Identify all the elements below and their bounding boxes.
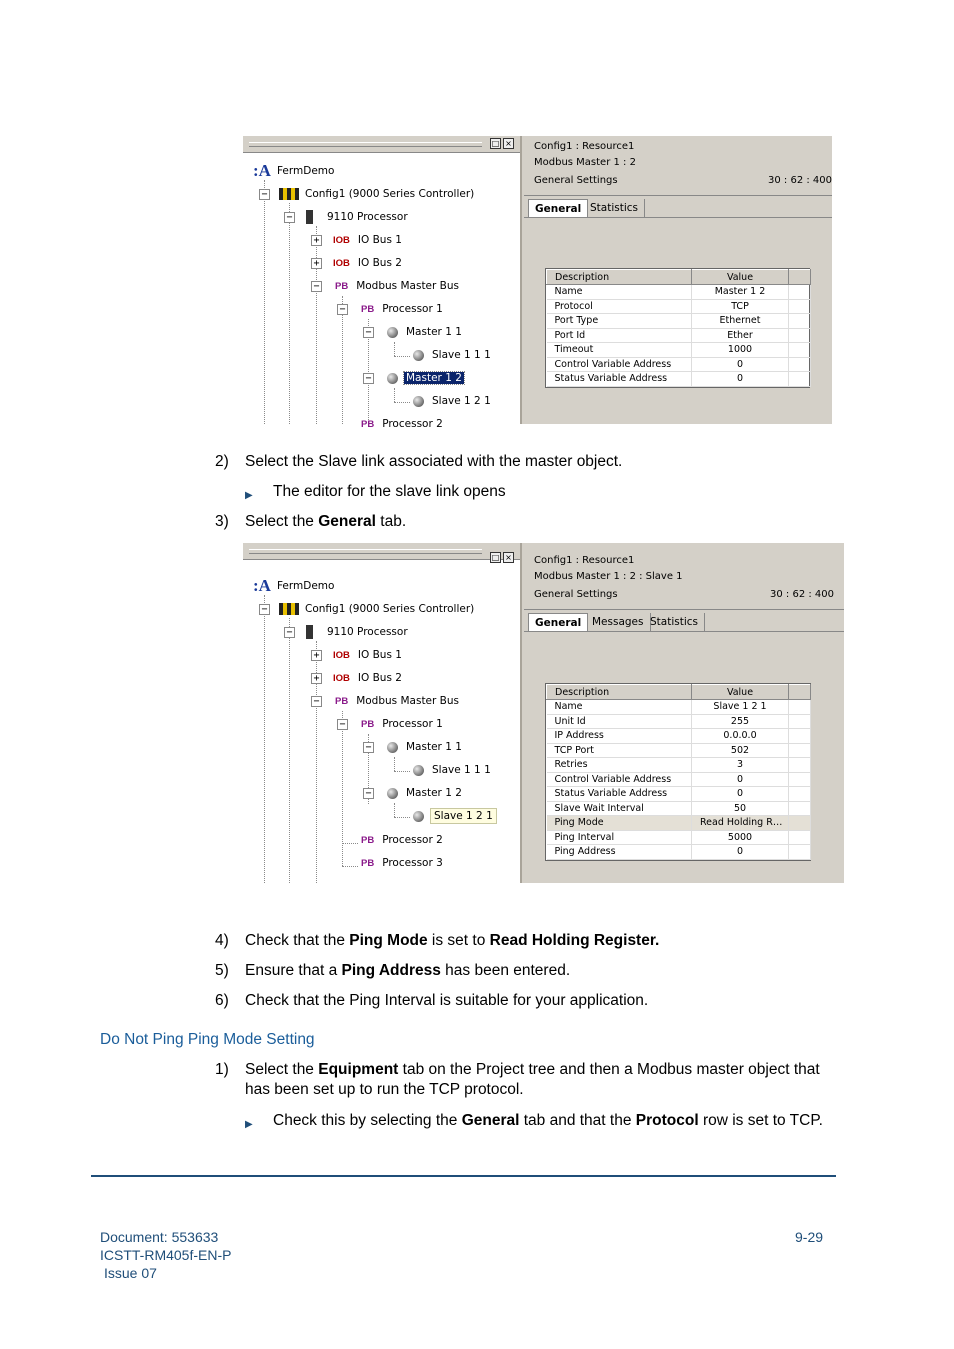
footer-rule	[91, 1175, 836, 1177]
header-code: 30 : 62 : 400	[768, 175, 832, 186]
pb-icon: PB	[361, 419, 375, 430]
tree-item-master-1-2[interactable]: Master 1 2	[387, 369, 464, 387]
slave-node-icon	[413, 765, 424, 776]
expand-icon[interactable]: +	[311, 258, 322, 269]
col-value[interactable]: Value	[692, 685, 789, 700]
processor-icon	[306, 625, 313, 639]
restore-icon[interactable]: □	[491, 553, 500, 562]
collapse-icon[interactable]: −	[363, 742, 374, 753]
document-number: Document: 553633	[100, 1229, 219, 1245]
slave-node-icon	[413, 811, 424, 822]
tree-item-modbus-master-bus[interactable]: PB Modbus Master Bus	[335, 280, 460, 292]
master-node-icon	[387, 742, 398, 753]
table-row[interactable]: Unit Id 255	[547, 714, 811, 729]
tree-item-processor-1[interactable]: PB Processor 1	[361, 718, 443, 730]
project-tree	[243, 136, 522, 430]
step-text: Select the Equipment tab on the Project tree and then a Modbus master object that has been set up to run the TCP protocol.	[245, 1061, 820, 1098]
collapse-icon[interactable]: −	[363, 788, 374, 799]
tree-item-slave-1-1-1[interactable]: Slave 1 1 1	[413, 346, 493, 364]
col-description[interactable]: Description	[547, 270, 692, 285]
slave-node-icon	[413, 396, 424, 407]
table-row[interactable]: Protocol TCP	[547, 299, 811, 314]
header-line-1: Config1 : Resource1	[534, 555, 635, 566]
tree-toolbar	[243, 543, 520, 560]
step-number: 4)	[215, 932, 229, 949]
col-value[interactable]: Value	[692, 270, 789, 285]
pb-icon: PB	[361, 719, 375, 730]
tree-item-processor-1[interactable]: PB Processor 1	[361, 303, 443, 315]
settings-grid	[545, 683, 811, 861]
tree-item-modbus-master-bus[interactable]: PB Modbus Master Bus	[335, 695, 460, 707]
tree-item-io-bus-1[interactable]: IOB IO Bus 1	[333, 234, 402, 246]
tab-general[interactable]: General	[528, 613, 588, 632]
iob-icon: IOB	[333, 650, 350, 661]
pb-icon: PB	[361, 304, 375, 315]
restore-icon[interactable]: □	[491, 139, 500, 148]
bullet-text: The editor for the slave link opens	[273, 483, 506, 500]
table-row-ping-mode[interactable]: Ping Mode Read Holding R…	[547, 816, 811, 831]
tree-toolbar	[243, 136, 520, 153]
table-row[interactable]: Slave Wait Interval 50	[547, 801, 811, 816]
footer-document	[100, 1228, 231, 1282]
section-subheading: Do Not Ping Ping Mode Setting	[100, 1031, 315, 1048]
tree-item-processor-2[interactable]: PB Processor 2	[361, 418, 443, 430]
table-row[interactable]: Name Slave 1 2 1	[547, 700, 811, 715]
tree-item-master-1-1[interactable]: Master 1 1	[387, 323, 464, 341]
tree-item-io-bus-1[interactable]: IOB IO Bus 1	[333, 649, 402, 661]
collapse-icon[interactable]: −	[259, 189, 270, 200]
tree-item-io-bus-2[interactable]: IOB IO Bus 2	[333, 672, 402, 684]
tree-item-master-1-2[interactable]: Master 1 2	[387, 784, 464, 802]
collapse-icon[interactable]: −	[284, 212, 295, 223]
settings-grid	[545, 268, 810, 388]
step-number: 3)	[215, 513, 229, 530]
app-logo-icon: :A	[253, 576, 271, 595]
table-row[interactable]: Timeout 1000	[547, 343, 811, 358]
step-number: 5)	[215, 962, 229, 979]
collapse-icon[interactable]: −	[363, 373, 374, 384]
iob-icon: IOB	[333, 258, 350, 269]
editor-panel	[524, 543, 844, 883]
screenshot-master-editor	[243, 136, 832, 430]
tab-statistics[interactable]: Statistics	[644, 613, 705, 632]
tree-item-processor-2[interactable]: PB Processor 2	[361, 834, 443, 846]
table-row[interactable]: Port Type Ethernet	[547, 314, 811, 329]
tree-item-slave-1-1-1[interactable]: Slave 1 1 1	[413, 761, 493, 779]
step-number: 2)	[215, 453, 229, 470]
col-description[interactable]: Description	[547, 685, 692, 700]
tree-item-io-bus-2[interactable]: IOB IO Bus 2	[333, 257, 402, 269]
header-code: 30 : 62 : 400	[770, 589, 834, 600]
table-row[interactable]: Retries 3	[547, 758, 811, 773]
step-number: 6)	[215, 992, 229, 1009]
tree-item-slave-1-2-1[interactable]: Slave 1 2 1	[413, 807, 497, 825]
table-row[interactable]: Status Variable Address 0	[547, 372, 811, 387]
close-icon[interactable]: ×	[503, 552, 514, 563]
tab-general[interactable]: General	[528, 199, 588, 218]
step-text: Check that the Ping Interval is suitable for your application.	[245, 992, 649, 1009]
screenshot-slave-editor	[243, 543, 844, 883]
header-line-3: General Settings	[534, 589, 618, 600]
table-row[interactable]: Control Variable Address 0	[547, 772, 811, 787]
pb-icon: PB	[335, 281, 349, 292]
expand-icon[interactable]: +	[311, 673, 322, 684]
bullet-arrow-icon: ▶	[245, 1119, 253, 1130]
step-text: Check that the Ping Mode is set to Read Holding Register.	[245, 932, 660, 949]
editor-panel	[524, 136, 832, 424]
app-logo-icon: :A	[253, 161, 271, 180]
table-row[interactable]: Control Variable Address 0	[547, 357, 811, 372]
pb-icon: PB	[361, 858, 375, 869]
table-row[interactable]: TCP Port 502	[547, 743, 811, 758]
collapse-icon[interactable]: −	[363, 327, 374, 338]
tree-item-processor-3[interactable]: PB Processor 3	[361, 857, 443, 869]
page-number: 9-29	[795, 1229, 824, 1245]
collapse-icon[interactable]: −	[259, 604, 270, 615]
controller-icon	[279, 603, 299, 615]
tree-item-fermdemo[interactable]: :A FermDemo	[253, 161, 335, 180]
table-row[interactable]: Ping Address 0	[547, 845, 811, 860]
step-text: Select the Slave link associated with the master object.	[245, 453, 623, 470]
table-row[interactable]: IP Address 0.0.0.0	[547, 729, 811, 744]
pb-icon: PB	[361, 835, 375, 846]
expand-icon[interactable]: +	[311, 650, 322, 661]
tree-item-slave-1-2-1[interactable]: Slave 1 2 1	[413, 392, 493, 410]
tree-item-processor[interactable]: 9110 Processor	[306, 208, 410, 226]
processor-icon	[306, 210, 313, 224]
master-node-icon	[387, 373, 398, 384]
table-row[interactable]: Port Id Ether	[547, 328, 811, 343]
bullet-arrow-icon: ▶	[245, 490, 253, 501]
editor-header	[524, 543, 844, 610]
header-line-3: General Settings	[534, 175, 618, 186]
iob-icon: IOB	[333, 673, 350, 684]
expand-icon[interactable]: +	[311, 235, 322, 246]
project-tree	[243, 543, 522, 883]
tree-item-config1[interactable]: Config1 (9000 Series Controller)	[279, 600, 476, 618]
master-node-icon	[387, 788, 398, 799]
header-line-2: Modbus Master 1 : 2	[534, 157, 636, 168]
controller-icon	[279, 188, 299, 200]
close-icon[interactable]: ×	[503, 138, 514, 149]
tree-item-fermdemo[interactable]: :A FermDemo	[253, 576, 335, 595]
collapse-icon[interactable]: −	[311, 696, 322, 707]
collapse-icon[interactable]: −	[337, 304, 348, 315]
grid-body-2	[547, 700, 811, 860]
table-row[interactable]: Status Variable Address 0	[547, 787, 811, 802]
table-row[interactable]: Name Master 1 2	[547, 285, 811, 300]
step-number: 1)	[215, 1061, 229, 1078]
tab-messages[interactable]: Messages	[586, 613, 651, 632]
tree-item-master-1-1[interactable]: Master 1 1	[387, 738, 464, 756]
header-line-2: Modbus Master 1 : 2 : Slave 1	[534, 571, 683, 582]
header-line-1: Config1 : Resource1	[534, 141, 635, 152]
iob-icon: IOB	[333, 235, 350, 246]
document-issue: Issue 07	[104, 1265, 157, 1281]
collapse-icon[interactable]: −	[311, 281, 322, 292]
table-row[interactable]: Ping Interval 5000	[547, 830, 811, 845]
master-node-icon	[387, 327, 398, 338]
step-text: Select the General tab.	[245, 513, 407, 530]
step-text: Ensure that a Ping Address has been entered.	[245, 962, 571, 979]
pb-icon: PB	[335, 696, 349, 707]
document-code: ICSTT-RM405f-EN-P	[100, 1247, 232, 1263]
tab-statistics[interactable]: Statistics	[584, 199, 645, 218]
editor-header	[524, 136, 832, 196]
collapse-icon[interactable]: −	[284, 627, 295, 638]
tree-item-processor[interactable]: 9110 Processor	[306, 623, 410, 641]
collapse-icon[interactable]: −	[337, 719, 348, 730]
bullet-text: Check this by selecting the General tab and that the Protocol row is set to TCP.	[273, 1112, 823, 1129]
slave-node-icon	[413, 350, 424, 361]
tree-item-config1[interactable]: Config1 (9000 Series Controller)	[279, 185, 476, 203]
grid-body-1	[547, 285, 811, 387]
